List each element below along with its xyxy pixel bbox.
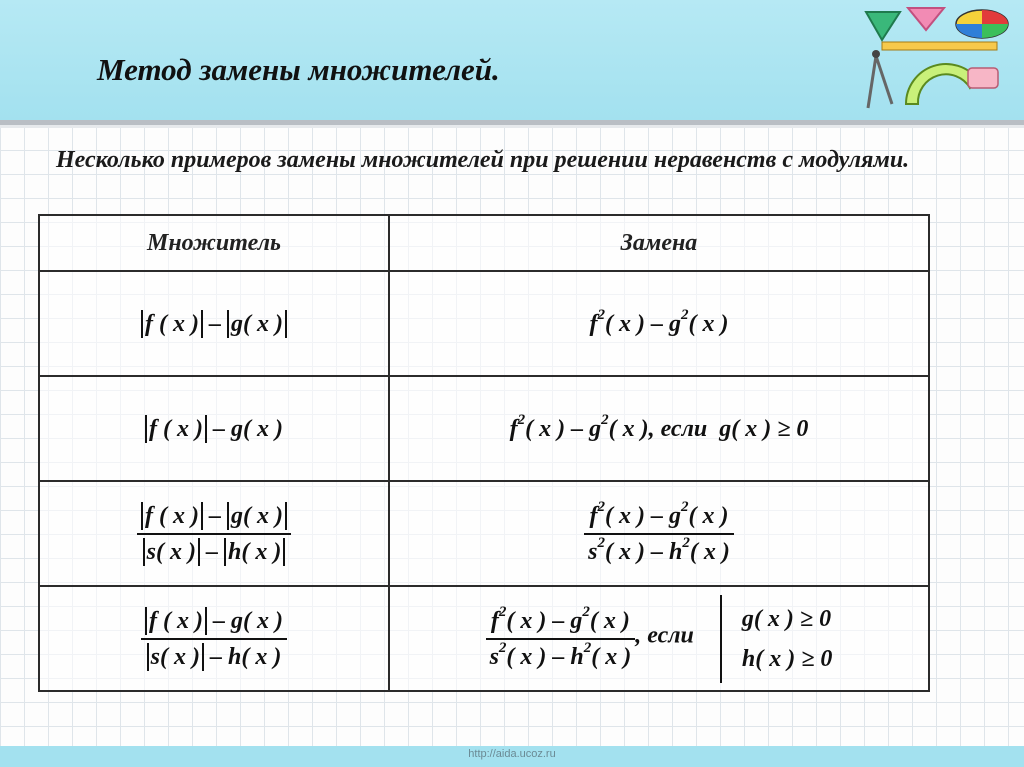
formula-suffix: , если — [635, 622, 694, 649]
abs-term: f ( x ) — [141, 502, 203, 530]
replacement-cell — [389, 481, 929, 586]
formula-main: $f^2$( x ) – $g^2$( x ), если — [509, 411, 708, 442]
replacement-table — [38, 214, 930, 692]
fraction-numerator: $f^2$( x ) – $g^2$( x ) — [486, 607, 636, 640]
slide-subtitle: Несколько примеров замены множителей при решении неравенств с модулями. — [56, 147, 910, 173]
fraction-denominator: $s^2$( x ) – $h^2$( x ) — [588, 534, 730, 565]
fraction-denominator — [141, 640, 287, 671]
abs-term: f ( x ) — [141, 310, 203, 338]
fraction-numerator — [137, 502, 291, 535]
operator: – — [203, 502, 227, 529]
abs-term: f ( x ) — [145, 415, 207, 443]
formula-condition: g( x ) ≥ 0 — [719, 415, 809, 442]
formula — [145, 416, 283, 442]
condition: h( x ) ≥ 0 — [741, 645, 833, 672]
fraction — [137, 502, 291, 566]
table-row — [39, 271, 929, 376]
fraction-numerator — [141, 607, 287, 640]
multiplier-cell — [39, 271, 389, 376]
multiplier-cell — [39, 586, 389, 691]
table-row — [39, 376, 929, 481]
table-row — [39, 586, 929, 691]
condition: g( x ) ≥ 0 — [741, 605, 832, 632]
operator: – — [203, 310, 227, 337]
multiplier-cell — [39, 376, 389, 481]
replacement-cell — [389, 376, 929, 481]
condition-system — [720, 595, 833, 683]
geometry-tools-icon — [862, 4, 1012, 112]
formula — [141, 311, 287, 337]
fraction-denominator: $s^2$( x ) – $h^2$( x ) — [489, 639, 632, 670]
fraction — [584, 498, 734, 566]
fraction — [141, 607, 287, 671]
fraction — [486, 603, 636, 671]
abs-term: g( x ) — [227, 502, 287, 530]
abs-term: h( x ) — [224, 538, 285, 566]
operator: – — [199, 538, 224, 565]
footer-url: http://aida.ucoz.ru — [468, 748, 556, 760]
table-row — [39, 481, 929, 586]
multiplier-cell — [39, 481, 389, 586]
replacement-cell — [389, 586, 929, 691]
formula — [509, 411, 809, 442]
header-divider-light — [0, 125, 1024, 128]
operator-term: – g( x ) — [207, 415, 283, 442]
formula: $f^2$( x ) – $g^2$( x ) — [589, 306, 729, 337]
slide-title: Метод замены множителей. — [97, 52, 500, 87]
table-header-row — [39, 215, 929, 271]
fraction-numerator: $f^2$( x ) – $g^2$( x ) — [584, 502, 734, 535]
abs-term: g( x ) — [227, 310, 287, 338]
replacement-cell — [389, 271, 929, 376]
operator-term: – h( x ) — [203, 643, 282, 670]
column-header-replacement: Замена — [389, 215, 929, 271]
column-header-multiplier: Множитель — [39, 215, 389, 271]
fraction-denominator — [137, 535, 291, 566]
abs-term: s( x ) — [147, 643, 204, 671]
abs-term: f ( x ) — [145, 607, 207, 635]
abs-term: s( x ) — [143, 538, 200, 566]
operator-term: – g( x ) — [207, 607, 283, 634]
